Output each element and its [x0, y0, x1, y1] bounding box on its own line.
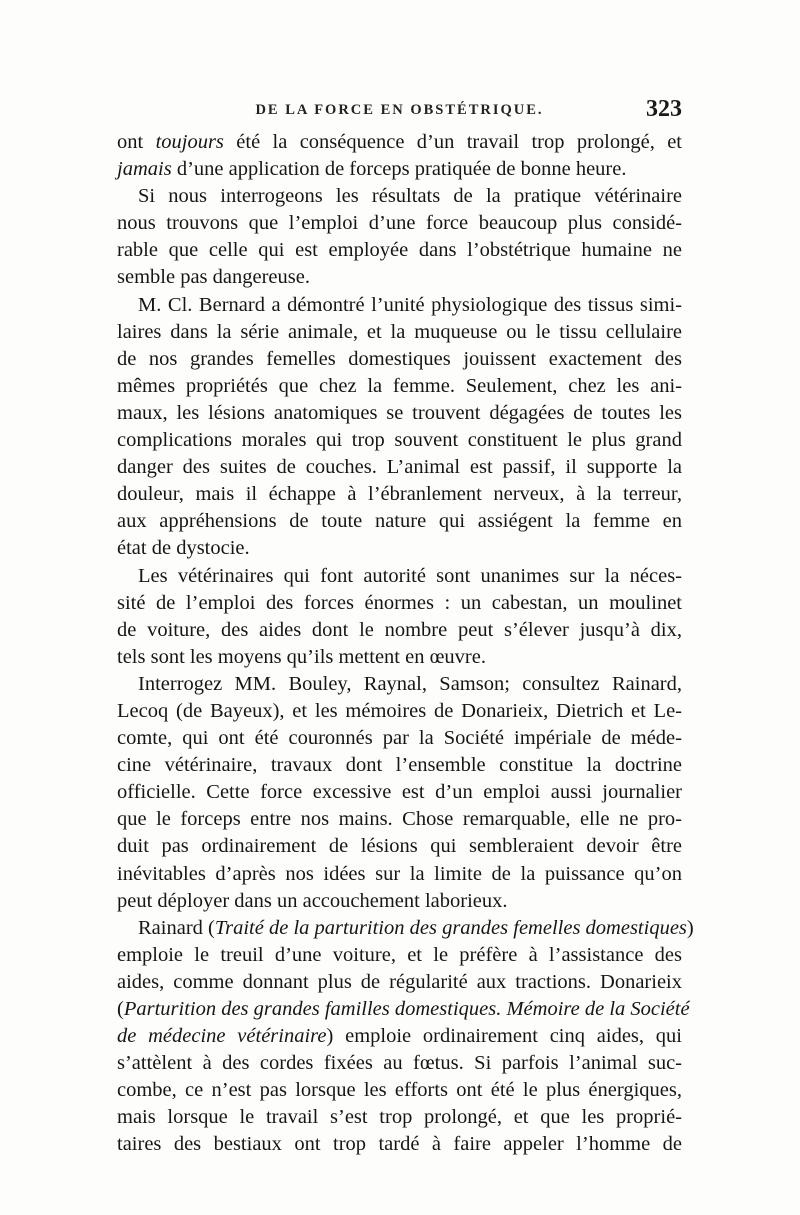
text-line — [117, 1023, 682, 1050]
running-head — [117, 96, 682, 126]
text-line: taires des bestiaux ont trop tardé à faire appeler l’homme de — [117, 1133, 682, 1156]
italic-run: Traité de la parturition des grandes femelles domestiques — [214, 916, 687, 939]
text-line: danger des suites de couches. L’animal est passif, il supporte la — [117, 456, 682, 479]
text-line: semble pas dangereuse. — [117, 266, 310, 289]
text-line: duit pas ordinairement de lésions qui sembleraient devoir être — [117, 835, 682, 858]
text-line: inévitables d’après nos idées sur la limite de la puissance qu’on — [117, 862, 682, 885]
text-run: ( — [117, 998, 124, 1020]
italic-run: jamais — [117, 158, 172, 181]
text-run: d’une application de forceps pratiquée de bonne heure. — [171, 158, 627, 181]
text-line: emploie le treuil d’une voiture, et le préfère à l’assistance des — [117, 943, 682, 966]
text-line: de voiture, des aides dont le nombre peut s’élever jusqu’à dix, — [117, 618, 682, 641]
text-line: peut déployer dans un accouchement laborieux. — [117, 889, 508, 912]
text-line: Si nous interrogeons les résultats de la pratique vétérinaire — [138, 185, 682, 208]
text-run: été la conséquence d’un travail trop prolongé, et — [223, 131, 682, 153]
text-run: ont — [117, 131, 156, 153]
text-line: complications morales qui trop souvent constituent le plus grand — [117, 429, 682, 452]
text-run: Rainard ( — [138, 916, 215, 939]
text-line — [117, 915, 694, 942]
text-line: s’attèlent à des cordes fixées au fœtus. Si parfois l’animal suc- — [117, 1052, 682, 1075]
text-line: Lecoq (de Bayeux), et les mémoires de Donarieix, Dietrich et Le- — [117, 699, 682, 722]
text-line: état de dystocie. — [117, 537, 250, 560]
text-line: Les vétérinaires qui font autorité sont unanimes sur la néces- — [138, 564, 682, 587]
text-line: nous trouvons que l’emploi d’une force beaucoup plus considé- — [117, 212, 682, 235]
text-line: aux appréhensions de toute nature qui assiégent la femme en — [117, 510, 682, 533]
text-line: rable que celle qui est employée dans l’obstétrique humaine ne — [117, 239, 682, 262]
body-text — [117, 129, 694, 1159]
text-line: sité de l’emploi des forces énormes : un cabestan, un moulinet — [117, 591, 682, 614]
text-line: mêmes propriétés que chez la femme. Seulement, chez les ani- — [117, 374, 682, 397]
text-line — [117, 996, 690, 1023]
text-line: de nos grandes femelles domestiques jouissent exactement des — [117, 347, 682, 370]
text-run: ) — [686, 916, 694, 939]
text-line: tels sont les moyens qu’ils mettent en œuvre. — [117, 645, 486, 668]
text-line: Interrogez MM. Bouley, Raynal, Samson; consultez Rainard, — [138, 672, 682, 695]
italic-run: de médecine vétérinaire — [117, 1025, 327, 1048]
text-run: ) emploie ordinairement cinq aides, qui — [326, 1025, 682, 1048]
text-line — [117, 129, 682, 156]
text-line: M. Cl. Bernard a démontré l’unité physiologique des tissus simi- — [138, 293, 682, 316]
text-line: cine vétérinaire, travaux dont l’ensemble constitue la doctrine — [117, 754, 682, 777]
text-line — [117, 156, 682, 183]
text-line: maux, les lésions anatomiques se trouvent dégagées de toutes les — [117, 401, 682, 424]
italic-run: Parturition des grandes familles domestiques. Mémoire de la Société — [123, 998, 690, 1020]
text-line: officielle. Cette force excessive est d’un emploi aussi journalier — [117, 781, 682, 804]
running-title: DE LA FORCE EN OBSTÉTRIQUE. — [255, 102, 544, 118]
text-line: douleur, mais il échappe à l’ébranlement nerveux, à la terreur, — [117, 483, 682, 506]
text-line: combe, ce n’est pas lorsque les efforts ont été le plus énergiques, — [117, 1079, 682, 1102]
italic-run: toujours — [155, 131, 224, 153]
text-line: mais lorsque le travail s’est trop prolongé, et que les proprié- — [117, 1106, 682, 1129]
text-line: laires dans la série animale, et la muqueuse ou le tissu cellulaire — [117, 320, 682, 343]
text-line: comte, qui ont été couronnés par la Société impériale de méde- — [117, 727, 682, 750]
page-number: 323 — [646, 96, 682, 122]
text-line: aides, comme donnant plus de régularité aux tractions. Donarieix — [117, 970, 682, 993]
text-line: que le forceps entre nos mains. Chose remarquable, elle ne pro- — [117, 808, 682, 831]
